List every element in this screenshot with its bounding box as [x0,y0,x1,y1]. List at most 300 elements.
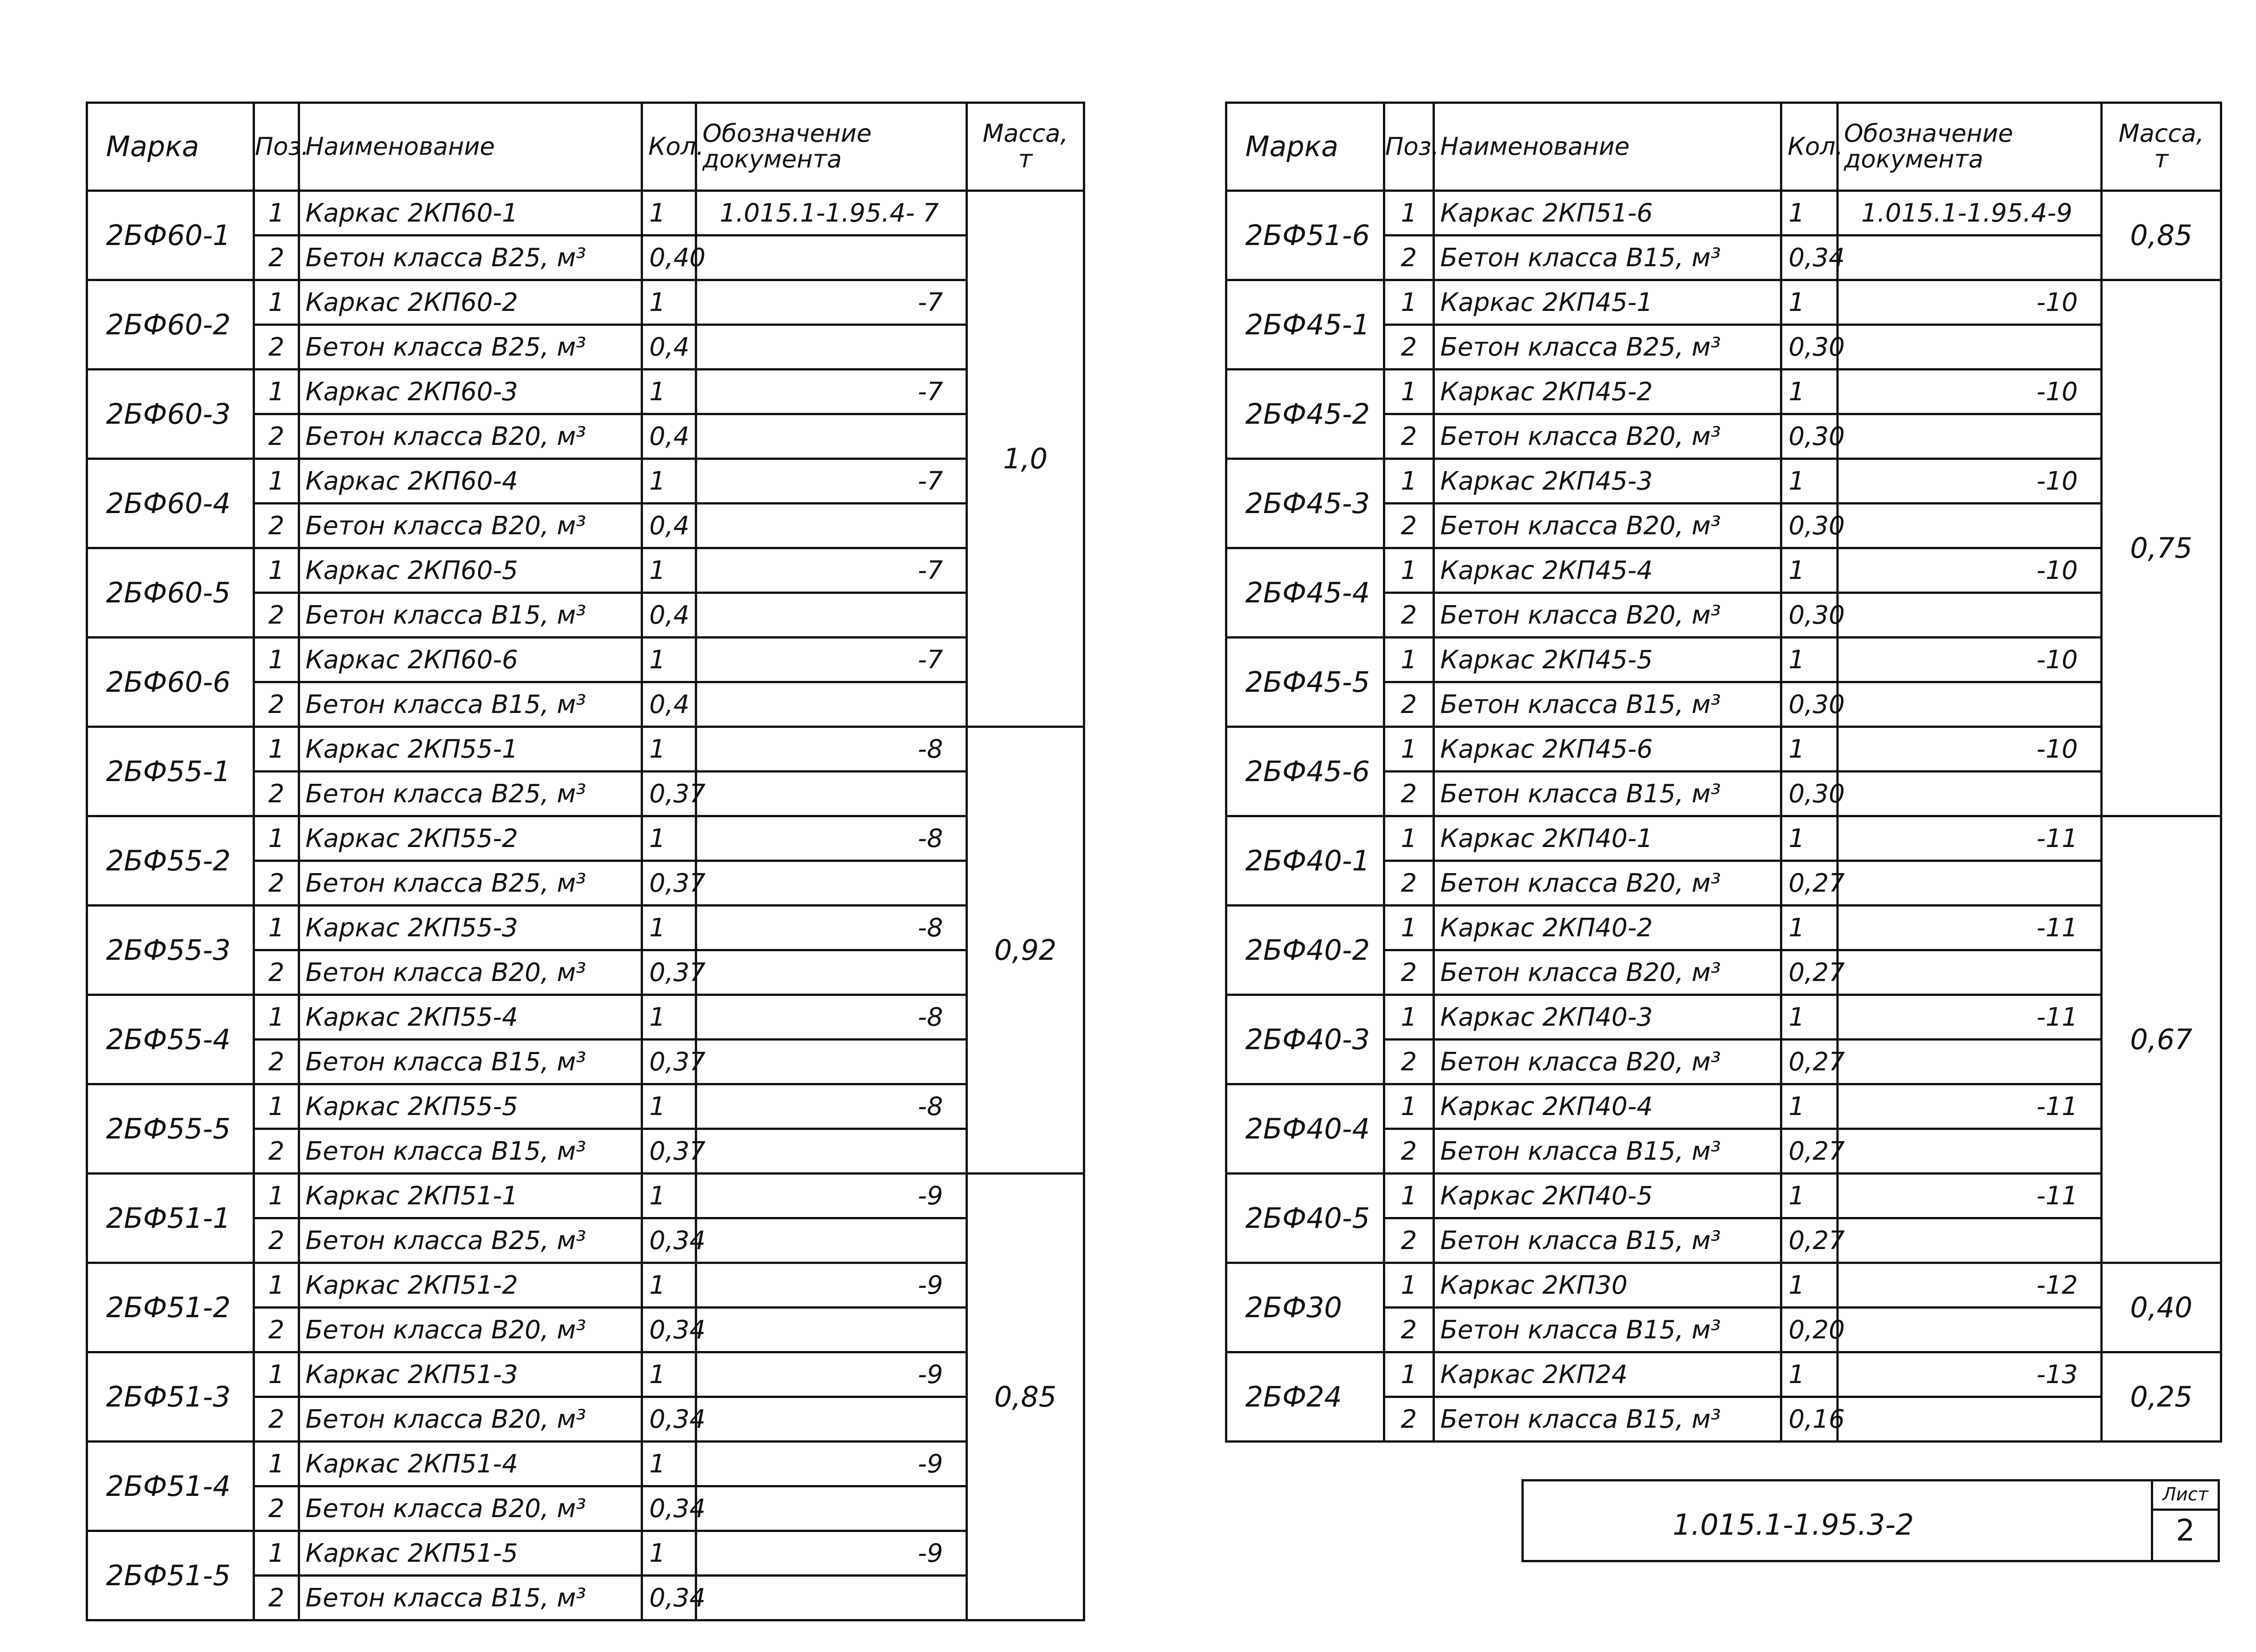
doc-cell [696,1397,967,1442]
pos-cell: 1 [254,548,299,593]
name-cell: Каркас 2КП55-1 [299,727,642,772]
qty-cell: 1 [1781,191,1838,236]
name-cell: Каркас 2КП45-3 [1434,459,1781,504]
pos-cell: 1 [1384,1263,1434,1308]
qty-cell: 1 [1781,995,1838,1040]
marka-cell: 2БФ40-5 [1226,1174,1384,1263]
pos-cell: 1 [1384,191,1434,236]
qty-cell: 0,34 [1781,236,1838,280]
qty-cell: 1 [1781,280,1838,325]
right-spec-table [1225,102,2222,1443]
pos-cell: 1 [254,638,299,682]
name-cell: Каркас 2КП45-4 [1434,548,1781,593]
doc-cell [696,772,967,816]
pos-cell: 1 [1384,280,1434,325]
marka-cell: 2БФ60-5 [87,548,254,638]
marka-cell: 2БФ24 [1226,1352,1384,1442]
pos-cell: 2 [254,1308,299,1352]
pos-cell: 2 [1384,325,1434,370]
name-cell: Бетон класса B25, м³ [1434,325,1781,370]
pos-cell: 2 [1384,504,1434,548]
marka-cell: 2БФ45-6 [1226,727,1384,816]
pos-cell: 2 [1384,414,1434,459]
pos-cell: 2 [1384,593,1434,638]
name-cell: Каркас 2КП51-4 [299,1442,642,1486]
mass-cell: 0,85 [2102,191,2221,280]
qty-cell: 0,30 [1781,504,1838,548]
qty-cell: 0,4 [642,325,696,370]
pos-cell: 1 [1384,906,1434,950]
pos-cell: 2 [1384,1040,1434,1084]
table-row [87,727,1084,772]
table-row [87,1174,1084,1218]
name-cell: Бетон класса B20, м³ [1434,414,1781,459]
name-cell: Бетон класса B15, м³ [299,682,642,727]
marka-cell: 2БФ55-2 [87,816,254,906]
name-cell: Бетон класса B25, м³ [299,325,642,370]
doc-cell: -7 [696,280,967,325]
qty-cell: 1 [642,906,696,950]
doc-cell: 1.015.1-1.95.4- 7 [696,191,967,236]
qty-cell: 1 [642,1531,696,1576]
doc-cell: -9 [696,1531,967,1576]
doc-cell: -8 [696,816,967,861]
name-cell: Каркас 2КП60-1 [299,191,642,236]
pos-cell: 1 [1384,1174,1434,1218]
pos-cell: 2 [254,236,299,280]
name-cell: Бетон класса B15, м³ [1434,682,1781,727]
name-cell: Каркас 2КП55-3 [299,906,642,950]
table-row [87,548,1084,593]
pos-cell: 1 [254,191,299,236]
qty-cell: 0,34 [642,1576,696,1620]
name-cell: Каркас 2КП60-2 [299,280,642,325]
doc-cell: 1.015.1-1.95.4-9 [1838,191,2102,236]
name-cell: Бетон класса B15, м³ [299,1040,642,1084]
qty-cell: 0,4 [642,682,696,727]
pos-cell: 2 [254,1129,299,1174]
qty-cell: 0,34 [642,1486,696,1531]
qty-cell: 1 [642,816,696,861]
qty-cell: 1 [1781,906,1838,950]
name-cell: Бетон класса B20, м³ [299,950,642,995]
doc-cell [1838,682,2102,727]
qty-cell: 1 [642,995,696,1040]
doc-cell [696,1486,967,1531]
qty-cell: 0,40 [642,236,696,280]
doc-cell [1838,1397,2102,1442]
name-cell: Бетон класса B15, м³ [1434,1129,1781,1174]
pos-cell: 2 [254,1576,299,1620]
doc-cell [696,1576,967,1620]
qty-cell: 1 [1781,1263,1838,1308]
name-cell: Каркас 2КП24 [1434,1352,1781,1397]
pos-cell: 2 [1384,682,1434,727]
name-cell: Каркас 2КП40-3 [1434,995,1781,1040]
marka-cell: 2БФ60-3 [87,370,254,459]
mass-cell: 0,25 [2102,1352,2221,1442]
mass-cell: 0,40 [2102,1263,2221,1352]
pos-cell: 2 [254,682,299,727]
table-row [1226,995,2221,1040]
marka-cell: 2БФ55-5 [87,1084,254,1174]
name-cell: Бетон класса B25, м³ [299,772,642,816]
header-pos: Поз. [254,103,299,191]
table-row [1226,1084,2221,1129]
table-row [87,1531,1084,1576]
name-cell: Каркас 2КП45-2 [1434,370,1781,414]
marka-cell: 2БФ30 [1226,1263,1384,1352]
header-name: Наименование [1434,103,1781,191]
pos-cell: 2 [1384,950,1434,995]
marka-cell: 2БФ45-2 [1226,370,1384,459]
marka-cell: 2БФ55-1 [87,727,254,816]
doc-cell: -8 [696,727,967,772]
doc-cell: -10 [1838,548,2102,593]
doc-cell: -11 [1838,1084,2102,1129]
qty-cell: 0,27 [1781,1040,1838,1084]
qty-cell: 1 [1781,548,1838,593]
pos-cell: 2 [254,772,299,816]
qty-cell: 1 [1781,727,1838,772]
pos-cell: 1 [1384,638,1434,682]
qty-cell: 1 [642,1352,696,1397]
qty-cell: 0,34 [642,1308,696,1352]
doc-cell [1838,593,2102,638]
qty-cell: 0,37 [642,1040,696,1084]
marka-cell: 2БФ51-4 [87,1442,254,1531]
header-row [87,103,1084,191]
marka-cell: 2БФ51-5 [87,1531,254,1620]
name-cell: Бетон класса B20, м³ [1434,1040,1781,1084]
sheet-box [2151,1481,2218,1560]
mass-cell: 0,92 [967,727,1084,1174]
doc-cell [1838,861,2102,906]
name-cell: Бетон класса B25, м³ [299,1218,642,1263]
document-code: 1.015.1-1.95.3-2 [1673,1509,1914,1542]
name-cell: Бетон класса B20, м³ [299,414,642,459]
marka-cell: 2БФ51-6 [1226,191,1384,280]
table-row [1226,727,2221,772]
pos-cell: 1 [1384,1352,1434,1397]
qty-cell: 0,4 [642,414,696,459]
qty-cell: 1 [642,1174,696,1218]
doc-cell [696,1308,967,1352]
doc-cell: -13 [1838,1352,2102,1397]
qty-cell: 1 [642,548,696,593]
pos-cell: 1 [254,1263,299,1308]
qty-cell: 1 [1781,1084,1838,1129]
pos-cell: 2 [1384,1129,1434,1174]
name-cell: Бетон класса B15, м³ [1434,1218,1781,1263]
name-cell: Бетон класса B15, м³ [299,1129,642,1174]
pos-cell: 1 [1384,995,1434,1040]
doc-cell: -8 [696,1084,967,1129]
name-cell: Каркас 2КП55-4 [299,995,642,1040]
doc-cell: -11 [1838,816,2102,861]
qty-cell: 1 [642,191,696,236]
doc-cell: -11 [1838,995,2102,1040]
name-cell: Каркас 2КП51-6 [1434,191,1781,236]
qty-cell: 1 [642,638,696,682]
pos-cell: 2 [254,950,299,995]
doc-cell: -9 [696,1352,967,1397]
doc-cell: -9 [696,1263,967,1308]
doc-cell: -8 [696,995,967,1040]
qty-cell: 0,30 [1781,772,1838,816]
table-row [1226,548,2221,593]
pos-cell: 2 [254,504,299,548]
pos-cell: 2 [254,325,299,370]
pos-cell: 2 [1384,1218,1434,1263]
table-row [1226,1263,2221,1308]
marka-cell: 2БФ40-1 [1226,816,1384,906]
doc-cell: -12 [1838,1263,2102,1308]
name-cell: Бетон класса B20, м³ [299,1397,642,1442]
table-row [1226,1352,2221,1397]
doc-cell [1838,1218,2102,1263]
qty-cell: 1 [642,1084,696,1129]
pos-cell: 1 [254,1442,299,1486]
name-cell: Бетон класса B25, м³ [299,236,642,280]
qty-cell: 0,37 [642,861,696,906]
qty-cell: 0,20 [1781,1308,1838,1352]
table-row [87,191,1084,236]
pos-cell: 1 [254,459,299,504]
marka-cell: 2БФ60-4 [87,459,254,548]
qty-cell: 1 [642,1263,696,1308]
marka-cell: 2БФ40-4 [1226,1084,1384,1174]
table-row [1226,370,2221,414]
pos-cell: 2 [254,861,299,906]
pos-cell: 2 [1384,1397,1434,1442]
table-row [1226,459,2221,504]
doc-cell: -10 [1838,727,2102,772]
marka-cell: 2БФ45-3 [1226,459,1384,548]
qty-cell: 0,27 [1781,1129,1838,1174]
name-cell: Каркас 2КП51-2 [299,1263,642,1308]
doc-cell [1838,950,2102,995]
table-row [87,280,1084,325]
doc-cell [1838,1040,2102,1084]
pos-cell: 2 [254,1040,299,1084]
header-name: Наименование [299,103,642,191]
qty-cell: 1 [642,459,696,504]
doc-cell [696,1040,967,1084]
table-row [87,638,1084,682]
name-cell: Каркас 2КП55-2 [299,816,642,861]
doc-cell [696,325,967,370]
marka-cell: 2БФ40-3 [1226,995,1384,1084]
pos-cell: 1 [1384,370,1434,414]
name-cell: Бетон класса B15, м³ [1434,1397,1781,1442]
pos-cell: 2 [1384,1308,1434,1352]
marka-cell: 2БФ45-4 [1226,548,1384,638]
left-spec-table [86,102,1085,1621]
name-cell: Бетон класса B15, м³ [299,1576,642,1620]
qty-cell: 1 [1781,459,1838,504]
name-cell: Бетон класса B15, м³ [1434,1308,1781,1352]
qty-cell: 0,30 [1781,325,1838,370]
pos-cell: 2 [1384,772,1434,816]
doc-cell [696,861,967,906]
doc-cell [1838,236,2102,280]
header-qty: Кол. [642,103,696,191]
marka-cell: 2БФ60-1 [87,191,254,280]
name-cell: Каркас 2КП51-1 [299,1174,642,1218]
doc-cell: -7 [696,370,967,414]
doc-cell [696,1218,967,1263]
qty-cell: 1 [1781,1174,1838,1218]
name-cell: Бетон класса B20, м³ [1434,593,1781,638]
marka-cell: 2БФ45-5 [1226,638,1384,727]
name-cell: Бетон класса B20, м³ [1434,861,1781,906]
name-cell: Каркас 2КП40-4 [1434,1084,1781,1129]
name-cell: Каркас 2КП40-2 [1434,906,1781,950]
name-cell: Каркас 2КП55-5 [299,1084,642,1129]
name-cell: Каркас 2КП45-1 [1434,280,1781,325]
name-cell: Каркас 2КП45-5 [1434,638,1781,682]
pos-cell: 2 [254,414,299,459]
marka-cell: 2БФ45-1 [1226,280,1384,370]
mass-cell: 0,75 [2102,280,2221,816]
marka-cell: 2БФ55-3 [87,906,254,995]
doc-cell: -8 [696,906,967,950]
name-cell: Бетон класса B20, м³ [299,1486,642,1531]
name-cell: Каркас 2КП60-6 [299,638,642,682]
qty-cell: 1 [642,370,696,414]
pos-cell: 1 [254,1174,299,1218]
table-row [1226,191,2221,236]
marka-cell: 2БФ55-4 [87,995,254,1084]
qty-cell: 0,27 [1781,950,1838,995]
name-cell: Бетон класса B20, м³ [299,504,642,548]
name-cell: Бетон класса B20, м³ [299,1308,642,1352]
table-row [1226,638,2221,682]
marka-cell: 2БФ51-3 [87,1352,254,1442]
pos-cell: 1 [254,280,299,325]
pos-cell: 1 [254,370,299,414]
qty-cell: 1 [642,727,696,772]
mass-cell: 0,67 [2102,816,2221,1263]
name-cell: Каркас 2КП60-3 [299,370,642,414]
name-cell: Каркас 2КП40-5 [1434,1174,1781,1218]
qty-cell: 0,30 [1781,682,1838,727]
name-cell: Бетон класса B25, м³ [299,861,642,906]
doc-cell: -10 [1838,370,2102,414]
qty-cell: 0,37 [642,772,696,816]
sheet-label: Лист [2153,1481,2218,1511]
table-row [87,1084,1084,1129]
table-row [87,1352,1084,1397]
doc-cell: -9 [696,1442,967,1486]
marka-cell: 2БФ60-6 [87,638,254,727]
marka-cell: 2БФ51-2 [87,1263,254,1352]
header-doc: Обозначение документа [1838,103,2102,191]
doc-cell [696,1129,967,1174]
pos-cell: 2 [1384,236,1434,280]
doc-cell: -7 [696,638,967,682]
qty-cell: 0,30 [1781,414,1838,459]
doc-cell [696,682,967,727]
pos-cell: 1 [254,995,299,1040]
qty-cell: 1 [642,280,696,325]
pos-cell: 1 [254,1352,299,1397]
name-cell: Бетон класса B15, м³ [1434,772,1781,816]
doc-cell: -11 [1838,1174,2102,1218]
table-row [87,906,1084,950]
qty-cell: 0,34 [642,1397,696,1442]
table-row [87,370,1084,414]
doc-cell [1838,504,2102,548]
doc-cell [1838,772,2102,816]
table-row [1226,1174,2221,1218]
table-row [87,816,1084,861]
doc-cell: -11 [1838,906,2102,950]
name-cell: Бетон класса B20, м³ [1434,504,1781,548]
qty-cell: 1 [1781,1352,1838,1397]
qty-cell: 1 [642,1442,696,1486]
name-cell: Каркас 2КП45-6 [1434,727,1781,772]
table-row [1226,280,2221,325]
name-cell: Каркас 2КП51-5 [299,1531,642,1576]
header-mass: Масса, т [967,103,1084,191]
header-marka: Марка [1226,103,1384,191]
pos-cell: 1 [1384,816,1434,861]
doc-cell [696,593,967,638]
name-cell: Бетон класса B15, м³ [1434,236,1781,280]
qty-cell: 0,34 [642,1218,696,1263]
pos-cell: 1 [254,727,299,772]
pos-cell: 2 [254,1397,299,1442]
doc-cell [1838,325,2102,370]
header-pos: Поз. [1384,103,1434,191]
qty-cell: 0,4 [642,593,696,638]
header-marka: Марка [87,103,254,191]
pos-cell: 1 [254,1531,299,1576]
qty-cell: 0,27 [1781,1218,1838,1263]
title-block [1521,1479,2220,1562]
doc-cell [696,236,967,280]
name-cell: Бетон класса B15, м³ [299,593,642,638]
marka-cell: 2БФ40-2 [1226,906,1384,995]
doc-cell: -10 [1838,280,2102,325]
pos-cell: 1 [1384,1084,1434,1129]
doc-cell [696,504,967,548]
qty-cell: 0,37 [642,950,696,995]
pos-cell: 2 [254,593,299,638]
doc-cell [696,950,967,995]
qty-cell: 1 [1781,638,1838,682]
doc-cell [696,414,967,459]
pos-cell: 1 [254,1084,299,1129]
header-qty: Кол. [1781,103,1838,191]
qty-cell: 0,16 [1781,1397,1838,1442]
name-cell: Каркас 2КП30 [1434,1263,1781,1308]
qty-cell: 0,30 [1781,593,1838,638]
header-doc: Обозначение документа [696,103,967,191]
pos-cell: 2 [254,1486,299,1531]
mass-cell: 0,85 [967,1174,1084,1620]
doc-cell: -10 [1838,459,2102,504]
doc-cell: -9 [696,1174,967,1218]
doc-cell: -7 [696,548,967,593]
pos-cell: 1 [1384,459,1434,504]
table-row [87,995,1084,1040]
mass-cell: 1,0 [967,191,1084,727]
name-cell: Каркас 2КП51-3 [299,1352,642,1397]
pos-cell: 1 [254,906,299,950]
